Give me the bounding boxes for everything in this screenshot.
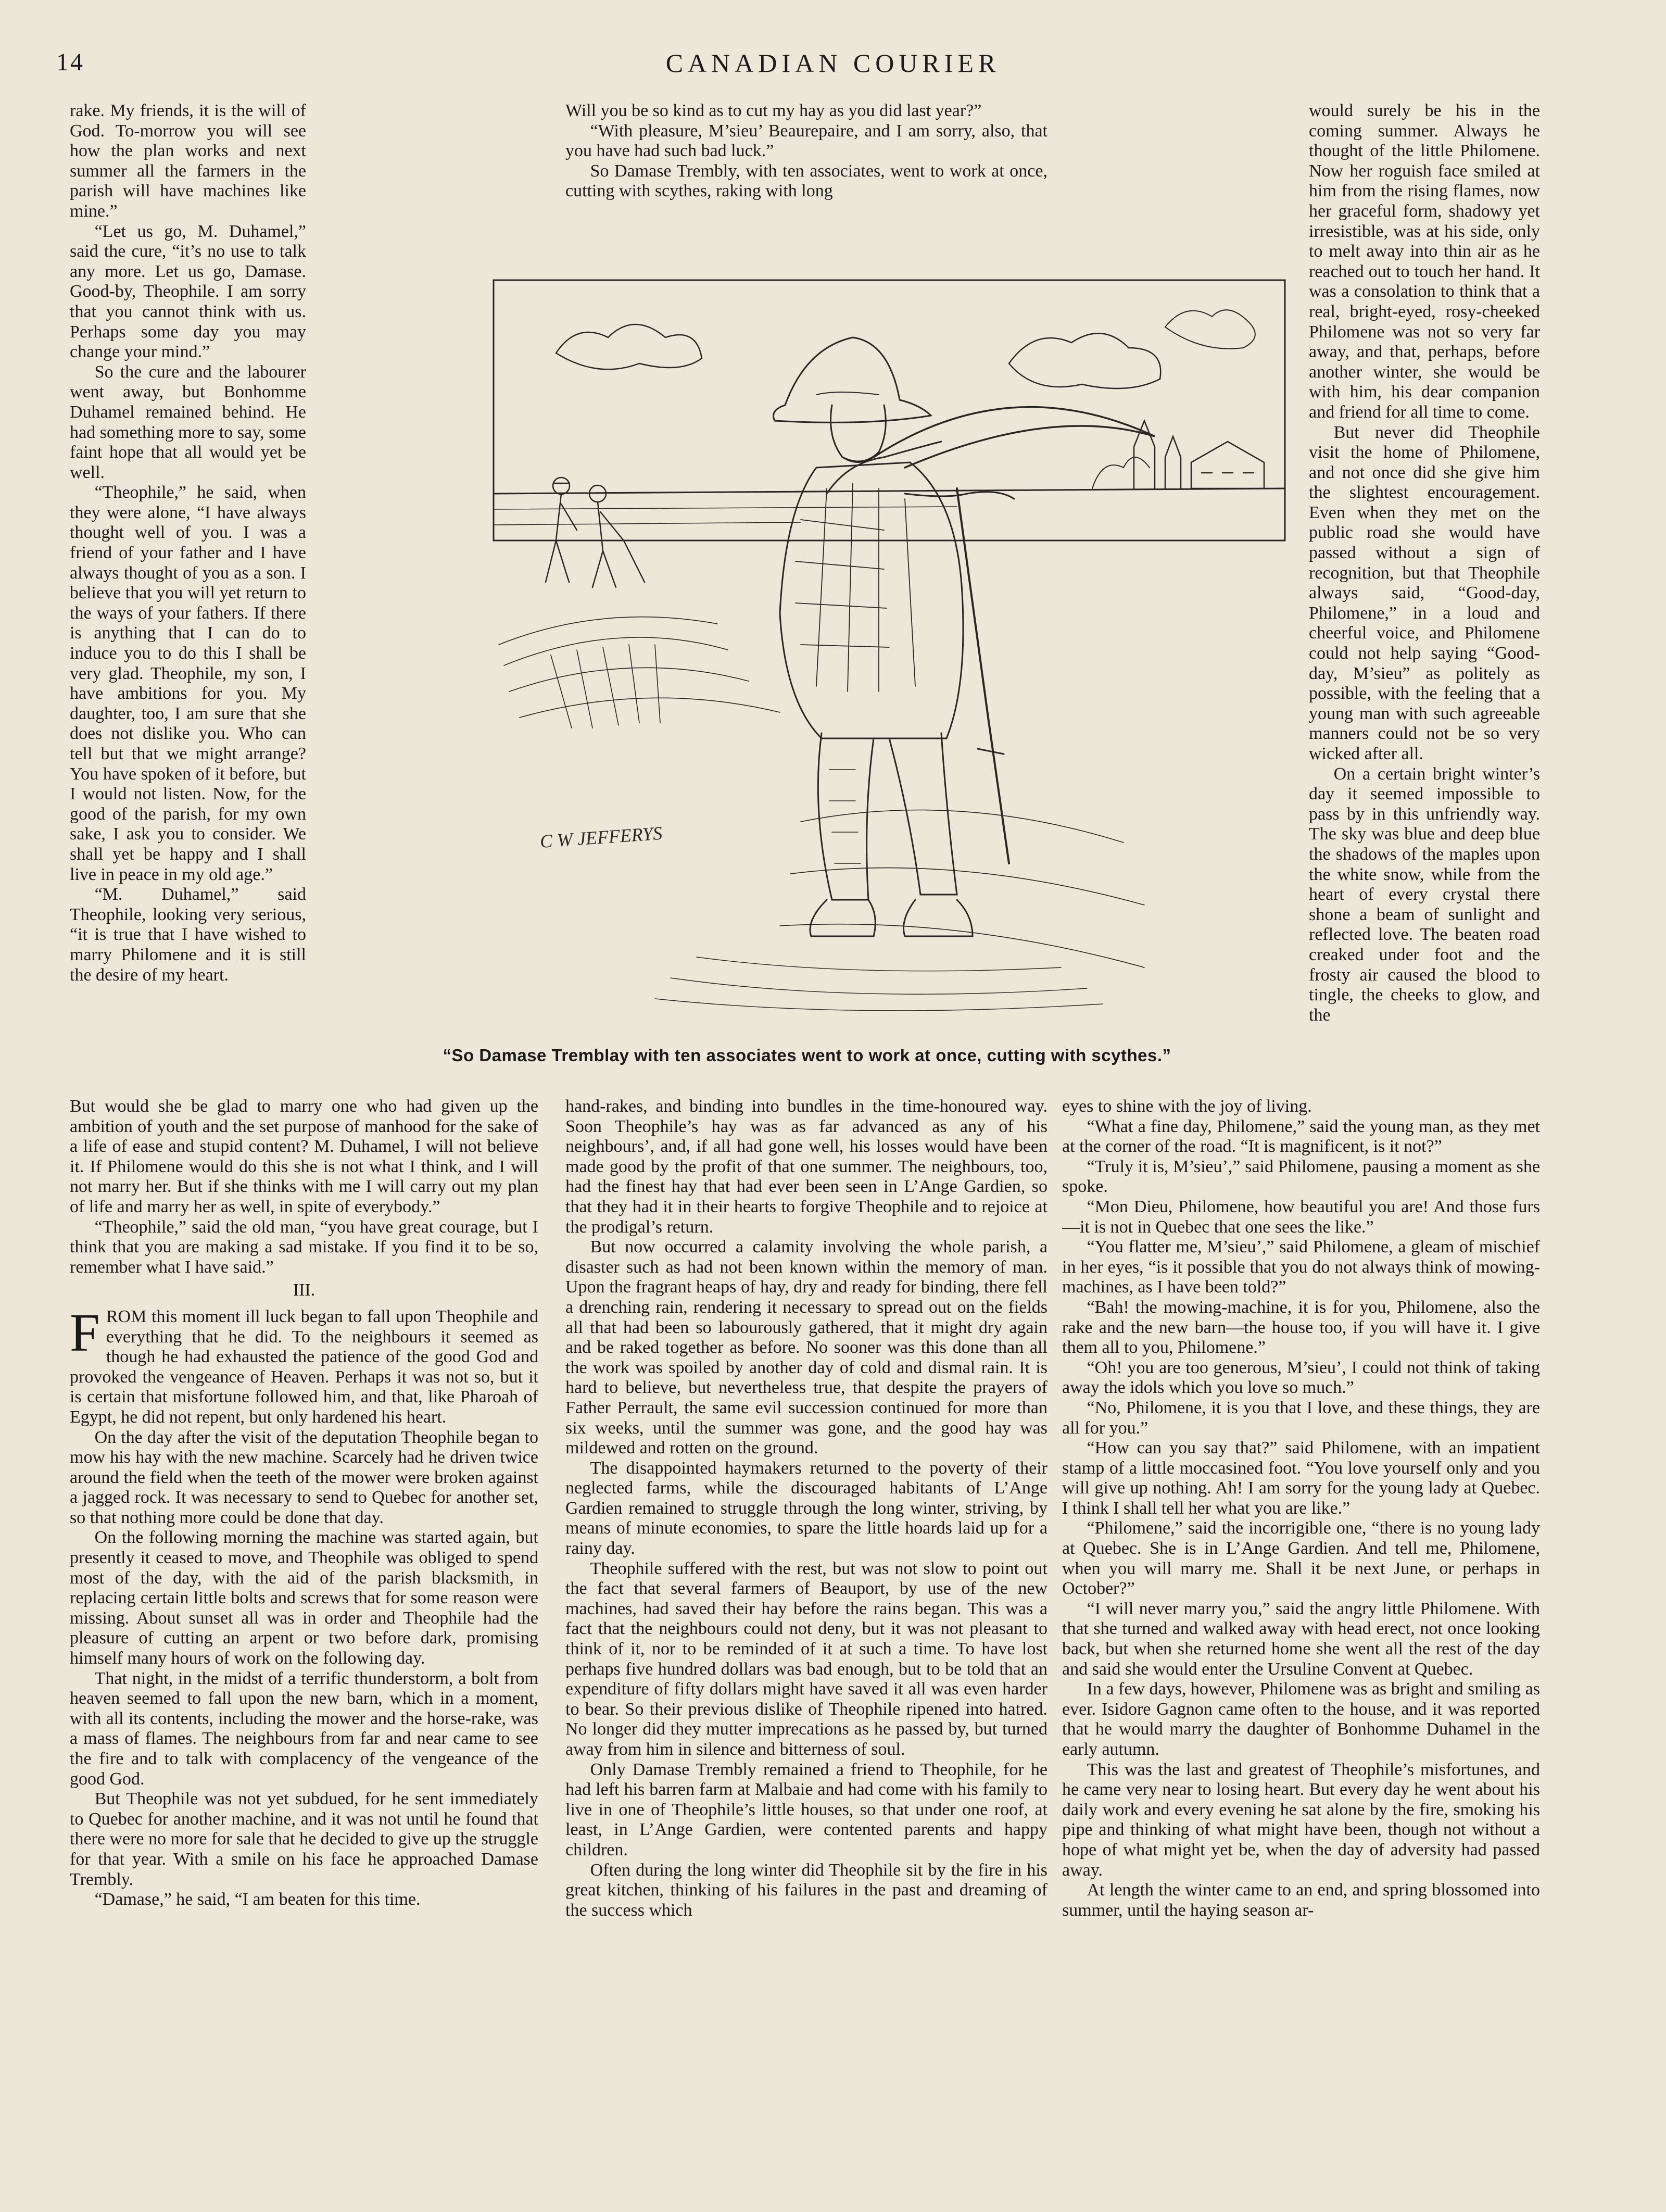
paragraph: “Oh! you are too generous, M’sieu’, I could not think of taking away the idols which you love so much.” <box>1062 1358 1540 1398</box>
drop-cap: F <box>70 1302 100 1363</box>
paragraph: “How can you say that?” said Philomene, with an impatient stamp of a little moccasined foot. “You love yourself only and you will give up nothing. Ah! I am sorry for the young lady at Quebec. I think I shall tell her what you are like.” <box>1062 1438 1540 1518</box>
background-labourers <box>546 477 645 587</box>
paragraph: Theophile suffered with the rest, but was not slow to point out the fact that several farmers of Beauport, by use of the new machines, had saved their hay before the rains began. This was a fact that the neighbours could not deny, but it was not pleasant to think of it, nor to be reminded of it at such a time. To have lost perhaps five hundred dollars was bad enough, but to be told that an expenditure of fifty dollars might have saved it all was even harder to bear. So their previous dislike of Theophile ripened into hatred. No longer did they mutter imprecations as he passed by, but turned away from him in silence and bitterness of soul. <box>565 1559 1047 1759</box>
paragraph: Often during the long winter did Theophile sit by the fire in his great kitchen, thinking of his failures in the past and dreaming of the success which <box>565 1860 1047 1920</box>
paragraph: rake. My friends, it is the will of God. To-morrow you will see how the plan works and next summer all the farmers in the parish will have machines like mine.” <box>70 101 306 221</box>
boots <box>810 900 973 936</box>
paragraph: “M. Duhamel,” said Theophile, looking very serious, “it is true that I have wished to marry Philomene and it is still the desire of my heart. <box>70 885 306 985</box>
middle-column-top <box>565 101 1047 231</box>
paragraph: “Damase,” he said, “I am beaten for this time. <box>94 1890 421 1909</box>
paragraph: “No, Philomene, it is you that I love, and these things, they are all for you.” <box>1062 1398 1540 1438</box>
paragraph: But would she be glad to marry one who had given up the ambition of youth and the set purpose of manhood for the sake of a life of ease and stupid content? M. Duhamel, I will not believe it. If Philomene would do this she is not what I think, and I will not marry her. But if she thinks with me I will carry out my plan of life and marry her as well, in spite of everybody.” <box>70 1097 538 1216</box>
scene-frame <box>494 280 1285 541</box>
paragraph: On a certain bright winter’s day it seemed impossible to pass by in this unfriendly way. The sky was blue and deep blue the shadows of the maples upon the white snow, while from the heart of every crystal there shone a beam of sunlight and reflected love. The beaten road creaked under foot and the frosty air caused the blood to tingle, the cheeks to glow, and the <box>1309 764 1540 1025</box>
paragraph: “Let us go, M. Duhamel,” said the cure, “it’s no use to talk any more. Let us go, Damase. Good-by, Theophile. I am sorry that you cannot think with us. Perhaps some day you may change your mind.” <box>70 221 306 362</box>
torso <box>780 462 963 738</box>
left-column-top <box>70 101 306 1097</box>
scythe-handle <box>957 488 1009 863</box>
paragraph: “I will never marry you,” said the angry little Philomene. With that she turned and walked away with head erect, not once looking back, but when she returned home she went all the rest of the day and said she would enter the Ursuline Convent at Quebec. <box>1062 1599 1540 1679</box>
paragraph: “With pleasure, M’sieu’ Beaurepaire, and I am sorry, also, that you have had such bad luck.” <box>565 121 1047 161</box>
paragraph: “Truly it is, M’sieu’,” said Philomene, pausing a moment as she spoke. <box>1062 1157 1540 1197</box>
hay-hatching <box>499 617 1144 967</box>
paragraph: In a few days, however, Philomene was as bright and smiling as ever. Isidore Gagnon came often to the house, and it was reported that he would marry the daughter of Bonhomme Duhamel in the early autumn. <box>1062 1679 1540 1759</box>
paragraph: The disappointed haymakers returned to the poverty of their neglected farms, while the discouraged habitants of L’Ange Gardien remained to struggle through the long winter, striving, by means of minute economies, to spare the little hoards laid up for a rainy day. <box>565 1458 1047 1559</box>
paragraph: “Bah! the mowing-machine, it is for you, Philomene, also the rake and the new barn—the house too, if you will have it. I give them all to you, Philomene.” <box>1062 1297 1540 1358</box>
page-number: 14 <box>56 48 84 76</box>
cloud <box>1009 333 1160 388</box>
legs <box>818 733 957 900</box>
paragraph: “What a fine day, Philomene,” said the young man, as they met at the corner of the road. “It is magnificent, is it not?” <box>1062 1116 1540 1157</box>
village <box>1092 421 1264 488</box>
right-column-top <box>1309 101 1540 1097</box>
paragraph: But now occurred a calamity involving the whole parish, a disaster such as had not been known within the memory of man. Upon the fragrant heaps of hay, dry and ready for binding, there fell a drenching rain, rendering it necessary to spread out on the fields all that had been so labourously gathered, that it might dry again and be raked together as before. No sooner was this done than all the work was spoiled by another day of cold and dismal rain. It is hard to believe, but nevertheless true, that despite the prayers of Father Perrault, the same evil succession continued for more than six weeks, until the summer was gone, and the good hay was mildewed and rotten on the ground. <box>565 1237 1047 1458</box>
paragraph: So Damase Trembly, with ten associates, went to work at once, cutting with scythes, raking with long <box>565 161 1047 201</box>
paragraph: But Theophile was not yet subdued, for he sent immediately to Quebec for another machine, and it was not until he found that there were no more for sale that he decided to give up the struggle for that year. With a smile on his face he approached Damase Trembly. <box>70 1789 538 1889</box>
paragraph: “Philomene,” said the incorrigible one, “there is no young lady at Quebec. She is in L’Ange Gardien. And tell me, Philomene, when you will marry me. Shall it be next June, or perhaps in October?” <box>1062 1518 1540 1599</box>
paragraph <box>70 1302 538 1428</box>
paragraph: But never did Theophile visit the home of Philomene, and not once did she give him the slightest encouragement. Even when they met on the public road she would have passed without a sign of recognition, but that Theophile always said, “Good-day, Philomene,” in a loud and cheerful voice, and Philomene could not help saying “Good-day, M’sieu” as politely as possible, with the feeling that a young man with such agreeable manners could not be so very wicked after all. <box>1309 422 1540 763</box>
arm <box>827 442 941 494</box>
scythe-blade <box>874 407 1155 468</box>
paragraph: On the following morning the machine was started again, but presently it ceased to move, and Theophile was obliged to spend most of the day, with the aid of the parish blacksmith, in replacing certain little bolts and screws that for some reason were missing. About sunset all was in order and Theophile had the pleasure of cutting an arpent or two before dark, promising himself many hours of work on the following day. <box>70 1528 538 1668</box>
paragraph: Only Damase Trembly remained a friend to Theophile, for he had left his barren farm at Malbaie and had come with his family to live in one of Theophile’s little houses, so that under one roof, at least, in L’Ange Gardien, were contented parents and happy children. <box>565 1759 1047 1859</box>
section-heading: III. <box>293 1280 315 1300</box>
hat <box>774 337 931 422</box>
arm <box>905 492 1014 499</box>
illustration-caption: “So Damase Tremblay with ten associates went to work at once, cutting with scythes.” <box>443 1046 1171 1065</box>
haying-illustration <box>332 249 1290 1035</box>
paragraph-text: ROM this moment ill luck began to fall upon Theophile and everything that he did. To the neighbours it seemed as though he had exhausted the patience of the good God and provoked the vengeance of Heaven. Perhaps it was not so, but it is certain that misfortune followed him, and that, like Pharoah of Egypt, he did not repent, but only hardened his heart. <box>70 1306 538 1427</box>
masthead: CANADIAN COURIER <box>665 48 1001 78</box>
paragraph: “You flatter me, M’sieu’,” said Philomene, a gleam of mischief in her eyes, “is it possible that you do not always think of mowing-machines, as I have been told?” <box>1062 1237 1540 1297</box>
paragraph: “Theophile,” said the old man, “you have great courage, but I think that you are making a sad mistake. If you find it to be so, remember what I have said.” <box>70 1217 538 1277</box>
middle-column-bottom <box>565 1097 1047 2159</box>
paragraph: So the cure and the labourer went away, but Bonhomme Duhamel remained behind. He had something more to say, some faint hope that all would yet be well. <box>70 362 306 482</box>
paragraph: On the day after the visit of the deputation Theophile began to mow his hay with the new machine. Scarcely had he driven twice around the field when the teeth of the mower were broken against a jagged rock. It was necessary to send to Quebec for another set, so that nothing more could be done that day. <box>70 1427 538 1527</box>
artist-signature: C W JEFFERYS <box>539 822 663 852</box>
left-column-bottom <box>70 1097 538 2159</box>
paragraph: hand-rakes, and binding into bundles in the time-honoured way. Soon Theophile’s hay was as far advanced as any of his neighbours’, and, if all had gone well, his losses would have been made good by the profit of that one summer. The neighbours, too, had the finest hay that had ever been seen in L’Ange Gardien, so that they had it in their hearts to forgive Theophile and to rejoice at the prodigal’s return. <box>565 1097 1047 1237</box>
paragraph: would surely be his in the coming summer. Always he thought of the little Philomene. Now her roguish face smiled at him from the rising flames, now her graceful form, shadowy yet irresistible, was at his side, only to melt away into thin air as he reached out to touch her hand. It was a consolation to think that a real, bright-eyed, rosy-cheeked Philomene was not so very far away, and that, perhaps, before another winter, she would be with him, his dear companion and friend for all time to come. <box>1309 101 1540 422</box>
paragraph: “Theophile,” he said, when they were alone, “I have always thought well of you. I was a friend of your father and I have always thought of you as a son. I believe that you will yet return to the ways of your fathers. If there is anything that I can do to induce you to do this I shall be very glad. Theophile, my son, I have ambitions for you. My daughter, too, I am sure that she does not dislike you. Who can tell but that we might arrange? You have spoken of it before, but I would not listen. Now, for the good of the parish, for my own sake, I ask you to consider. We shall yet be happy and I shall live in peace in my old age.” <box>70 483 306 884</box>
cloud <box>556 324 702 369</box>
paragraph: “Mon Dieu, Philomene, how beautiful you are! And those furs—it is not in Quebec that one sees the like.” <box>1062 1197 1540 1237</box>
right-column-bottom <box>1062 1097 1540 2159</box>
cloud <box>1165 310 1255 349</box>
main-figure <box>774 337 1155 936</box>
paragraph: At length the winter came to an end, and spring blossomed into summer, until the haying season ar- <box>1062 1880 1540 1920</box>
paragraph: That night, in the midst of a terrific thunderstorm, a bolt from heaven seemed to fall upon the new barn, which in a moment, with all its contents, including the mower and the horse-rake, was a mass of flames. The neighbours from far and near came to see the fire and to talk with complacency of the vengeance of the good God. <box>70 1668 538 1789</box>
head <box>831 405 886 461</box>
paragraph: eyes to shine with the joy of living. <box>1062 1097 1312 1116</box>
paragraph: This was the last and greatest of Theophile’s misfortunes, and he came very near to losing heart. But every day he went about his daily work and every evening he sat alone by the fire, smoking his pipe and thinking of what might have been, though not without a hope of what might yet be, when the day of adversity had passed away. <box>1062 1759 1540 1880</box>
paragraph: Will you be so kind as to cut my hay as you did last year?” <box>565 101 982 120</box>
horizon <box>494 488 1285 494</box>
